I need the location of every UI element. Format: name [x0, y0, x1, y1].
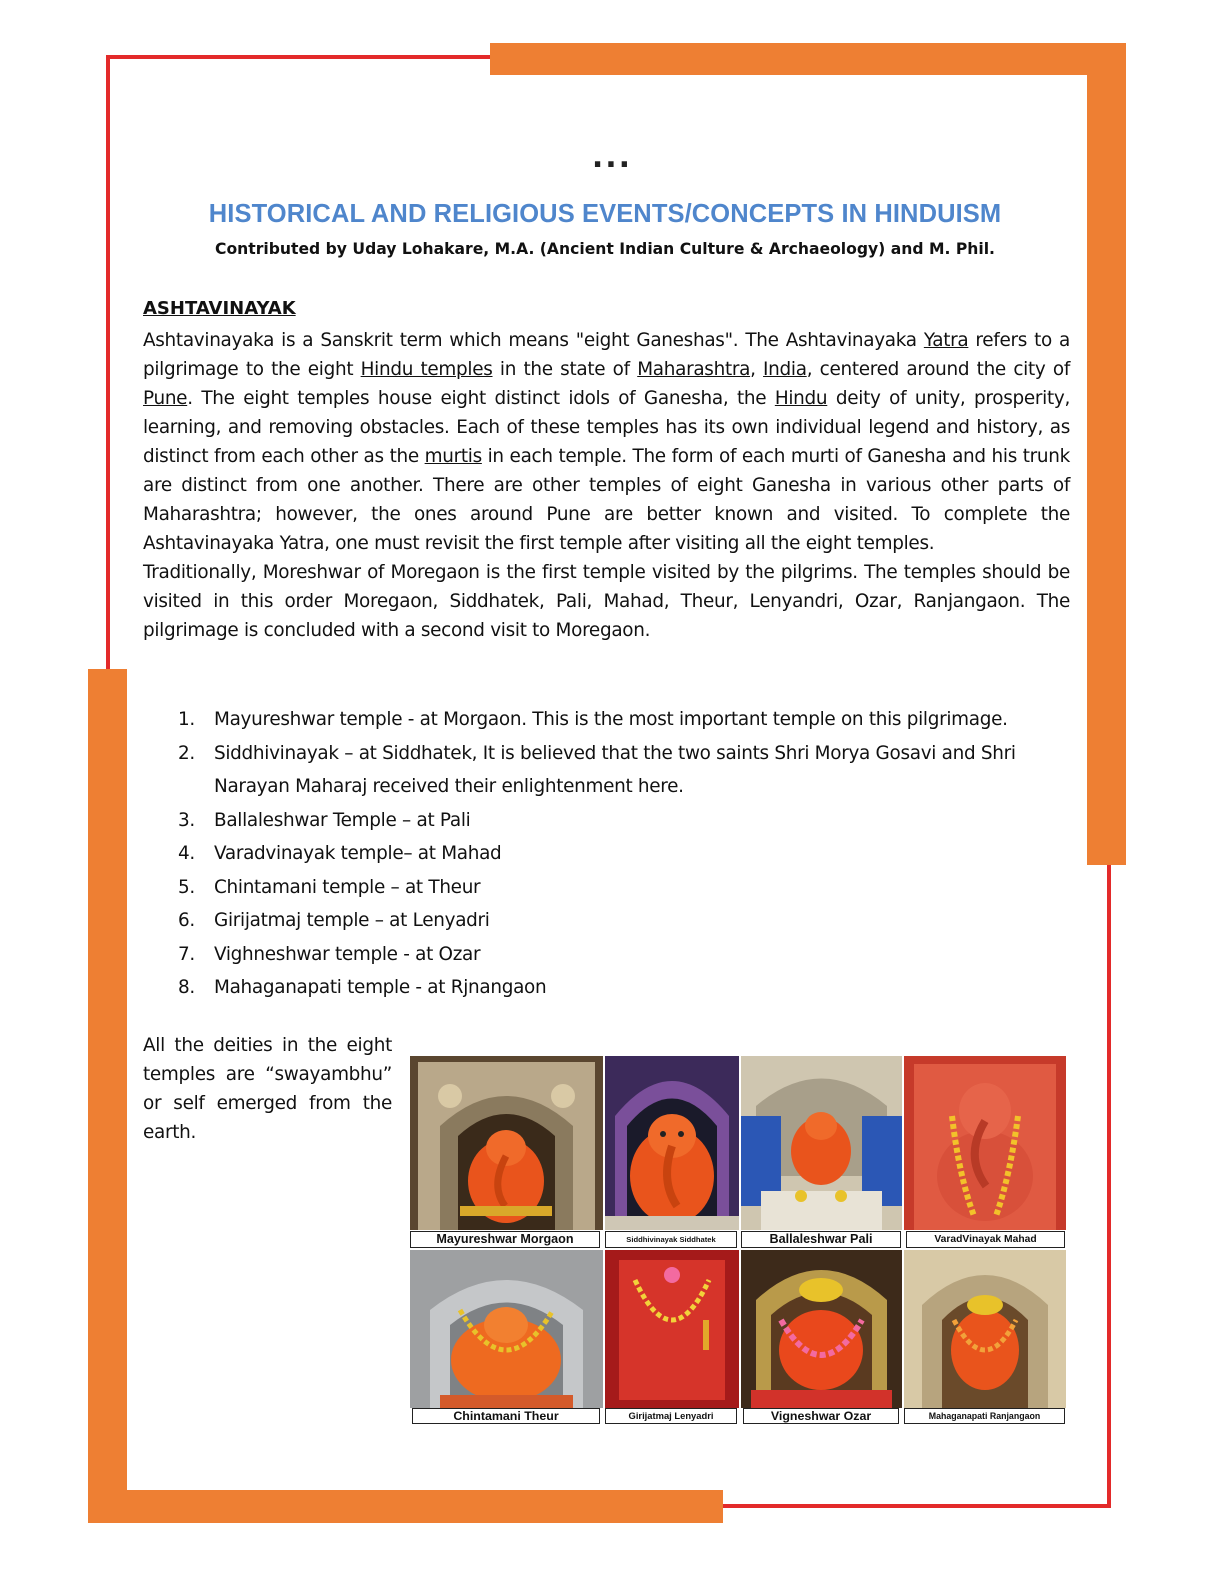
text-run: refers to a pilgrimage to the eight	[143, 330, 1070, 380]
text-run: , centered around the city of	[806, 359, 1071, 380]
list-item	[143, 703, 1070, 737]
caption-varadvinayak-mahad: VaradVinayak Mahad	[906, 1231, 1065, 1248]
list-number: 5.	[178, 876, 195, 898]
text-run: deity of unity, prosperity, learning, and removing obstacles. Each of these temples has its own individual legend and history, as distinct from each other as the	[143, 388, 1070, 467]
list-text: Varadvinayak temple– at Mahad	[214, 843, 502, 864]
contributor-line: Contributed by Uday Lohakare, M.A. (Ancient Indian Culture & Archaeology) and M. Phil.	[215, 240, 995, 258]
list-text: Mahaganapati temple - at Rjnangaon	[214, 977, 547, 998]
list-item	[143, 871, 1070, 905]
intro-paragraph-1	[143, 326, 1070, 558]
caption-mayureshwar-morgaon: Mayureshwar Morgaon	[410, 1231, 600, 1248]
list-number: 6.	[178, 910, 195, 931]
intro-text	[143, 326, 1070, 645]
frame-line-top	[106, 55, 506, 59]
link-india[interactable]: India	[763, 359, 807, 380]
caption-chintamani-theur: Chintamani Theur	[412, 1408, 600, 1424]
list-text: Vighneshwar temple - at Ozar	[214, 943, 481, 965]
caption-vigneshwar-ozar: Vigneshwar Ozar	[743, 1408, 899, 1424]
list-item	[143, 804, 1070, 838]
link-pune[interactable]: Pune	[143, 388, 188, 409]
list-number: 1.	[178, 709, 195, 730]
frame-line-right-bottom	[1107, 865, 1111, 1508]
caption-siddhivinayak-siddhatek: Siddhivinayak Siddhatek	[605, 1231, 737, 1248]
list-text: Girijatmaj temple – at Lenyadri	[214, 910, 490, 931]
text-run: ,	[750, 359, 764, 380]
link-hindu-temples[interactable]: Hindu temples	[360, 359, 493, 380]
idol-photo-girijatmaj	[605, 1250, 739, 1408]
idol-photo-varadvinayak	[904, 1056, 1066, 1230]
header-dots: ...	[591, 140, 633, 175]
list-number: 2.	[178, 742, 195, 764]
list-item	[143, 837, 1070, 871]
idol-photo-mayureshwar	[410, 1056, 603, 1230]
temple-list	[143, 703, 1070, 1005]
swayambhu-note: All the deities in the eight temples are “swayambhu” or self emerged from the earth.	[143, 1035, 392, 1143]
list-number: 4.	[178, 843, 195, 864]
text-run: in the state of	[492, 359, 638, 380]
list-number: 7.	[178, 943, 195, 965]
page-title: HISTORICAL AND RELIGIOUS EVENTS/CONCEPTS IN HINDUISM	[208, 200, 1002, 228]
idol-photo-mahaganapati	[904, 1250, 1066, 1408]
link-hindu[interactable]: Hindu	[774, 388, 828, 409]
ashtavinayak-collage	[410, 1056, 1066, 1426]
frame-bar-left	[88, 669, 127, 1523]
caption-girijatmaj-lenyadri: Girijatmaj Lenyadri	[605, 1408, 737, 1424]
idol-photo-vighneshwar	[741, 1250, 902, 1408]
frame-line-bottom	[700, 1504, 1111, 1508]
intro-paragraph-2: Traditionally, Moreshwar of Moregaon is the first temple visited by the pilgrims. The temples should be visited in this order Moregaon, Siddhatek, Pali, Mahad, Theur, Lenyandri, Ozar, Ranjangaon. The pilgrimage is concluded with a second visit to Moregaon.	[143, 562, 1070, 641]
frame-bar-bottom-left	[88, 1490, 723, 1523]
caption-mahaganapati-ranjangaon: Mahaganapati Ranjangaon	[904, 1408, 1065, 1424]
idol-photo-siddhivinayak	[605, 1056, 739, 1230]
link-maharashtra[interactable]: Maharashtra	[637, 359, 751, 380]
link-murtis[interactable]: murtis	[424, 446, 482, 467]
text-run: in each temple. The form of each murti of Ganesha and his trunk are distinct from one another. There are other temples of eight Ganesha in various other parts of Maharashtra; however, the ones around Pune are better known and visited. To complete the Ashtavinayaka Yatra, one must revisit the first temple after visiting all the eight temples.	[143, 446, 1070, 554]
list-text: Mayureshwar temple - at Morgaon. This is the most important temple on this pilgrimage.	[214, 709, 1008, 730]
section-title: ASHTAVINAYAK	[143, 298, 296, 319]
caption-ballaleshwar-pali: Ballaleshwar Pali	[741, 1231, 901, 1248]
frame-bar-top-right	[490, 43, 1126, 75]
list-number: 8.	[178, 977, 195, 998]
list-text: Siddhivinayak – at Siddhatek, It is believed that the two saints Shri Morya Gosavi and Shri Narayan Maharaj received their enlightenment here.	[214, 742, 1016, 797]
list-item	[143, 938, 1070, 972]
idol-photo-chintamani	[410, 1250, 603, 1408]
list-item	[143, 737, 1070, 804]
list-item	[143, 904, 1070, 938]
list-item	[143, 971, 1070, 1005]
list-text: Chintamani temple – at Theur	[214, 876, 481, 898]
list-text: Ballaleshwar Temple – at Pali	[214, 809, 471, 831]
text-run: . The eight temples house eight distinct idols of Ganesha, the	[187, 388, 775, 409]
link-yatra[interactable]: Yatra	[923, 330, 969, 351]
list-number: 3.	[178, 809, 195, 831]
text-run: Ashtavinayaka is a Sanskrit term which means "eight Ganeshas". The Ashtavinayaka	[143, 330, 924, 351]
idol-photo-ballaleshwar	[741, 1056, 902, 1230]
